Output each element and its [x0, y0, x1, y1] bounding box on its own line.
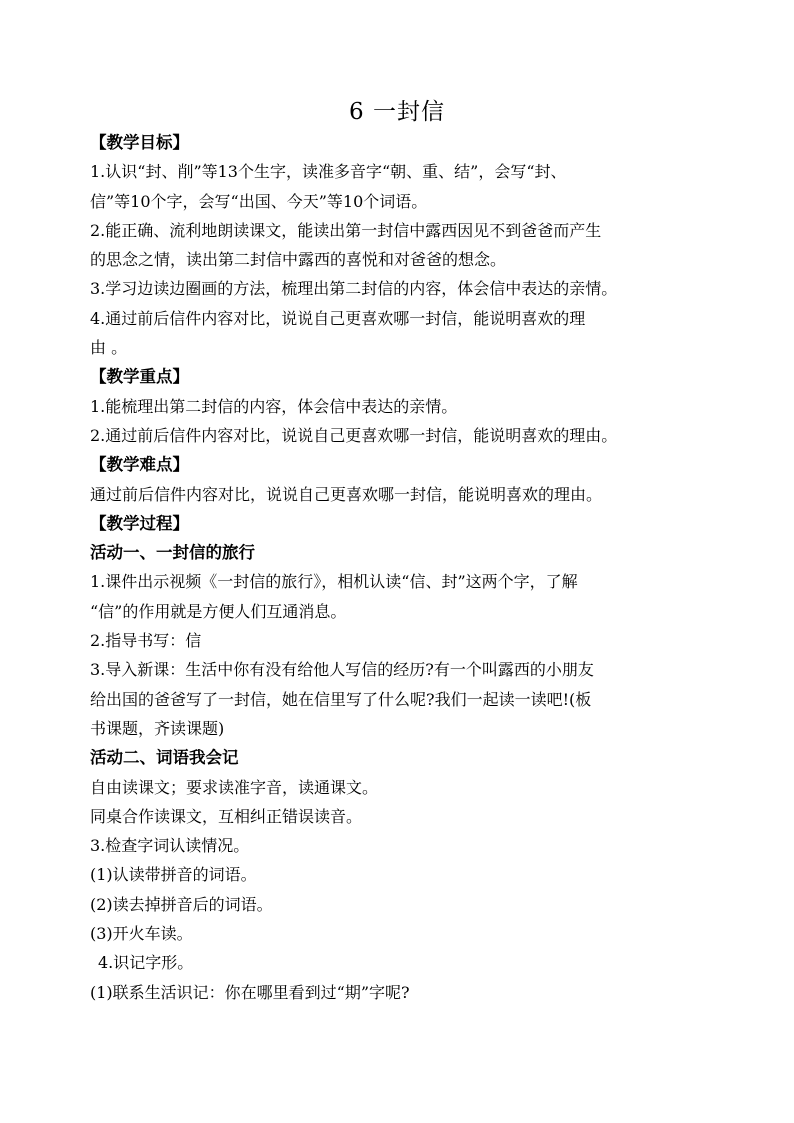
text-line: (1)认读带拼音的词语。: [90, 865, 257, 885]
text-line: 2.能正确、流利地朗读课文，能读出第一封信中露西因见不到爸爸而产生: [90, 220, 602, 240]
text-line: 同桌合作读课文，互相纠正错误读音。: [90, 806, 363, 826]
lesson-title: 6 一封信: [349, 99, 445, 125]
text-line: 3.学习边读边圈画的方法，梳理出第二封信的内容，体会信中表达的亲情。: [90, 279, 618, 299]
text-line: (3)开火车读。: [90, 924, 193, 944]
text-line: 信”等10个字，会写“出国、今天”等10个词语。: [90, 191, 428, 211]
section-heading: 活动二、词语我会记: [90, 748, 239, 768]
section-heading: 【教学重点】: [90, 367, 189, 387]
section-heading: 【教学目标】: [90, 133, 189, 152]
text-line: 4.通过前后信件内容对比，说说自己更喜欢哪一封信，能说明喜欢的理: [90, 308, 586, 328]
section-heading: 【教学过程】: [90, 513, 189, 533]
text-line: 书课题，齐读课题): [90, 718, 225, 738]
text-line: 2.通过前后信件内容对比，说说自己更喜欢哪一封信，能说明喜欢的理由。: [90, 425, 618, 445]
section-heading: 【教学难点】: [90, 455, 189, 475]
text-line: 3.导入新课：生活中你有没有给他人写信的经历?有一个叫露西的小朋友: [90, 660, 594, 680]
text-line: 通过前后信件内容对比，说说自己更喜欢哪一封信，能说明喜欢的理由。: [90, 484, 603, 504]
text-line: 给出国的爸爸写了一封信，她在信里写了什么呢?我们一起读一读吧!(板: [90, 689, 592, 709]
text-line: 3.检查字词认读情况。: [90, 836, 250, 856]
text-line: (2)读去掉拼音后的词语。: [90, 894, 273, 914]
text-line: 4.识记字形。: [98, 953, 194, 973]
text-line: 1.能梳理出第二封信的内容，体会信中表达的亲情。: [90, 396, 458, 416]
text-line: 的思念之情，读出第二封信中露西的喜悦和对爸爸的想念。: [90, 250, 507, 270]
text-line: “信”的作用就是方便人们互通消息。: [90, 601, 347, 621]
text-line: 2.指导书写：信: [90, 631, 202, 651]
lesson-content: [90, 128, 702, 1007]
text-line: 自由读课文；要求读准字音，读通课文。: [90, 777, 379, 797]
text-line: 1.认识“封、削”等13个生字，读准多音字“朝、重、结”，会写“封、: [90, 162, 567, 182]
section-heading: 活动一、一封信的旅行: [90, 543, 255, 563]
text-line: (1)联系生活识记：你在哪里看到过“期”字呢?: [90, 982, 410, 1002]
text-line: 1.课件出示视频《一封信的旅行》，相机认读“信、封”这两个字，了解: [90, 572, 578, 592]
text-line: 由 。: [90, 338, 128, 358]
